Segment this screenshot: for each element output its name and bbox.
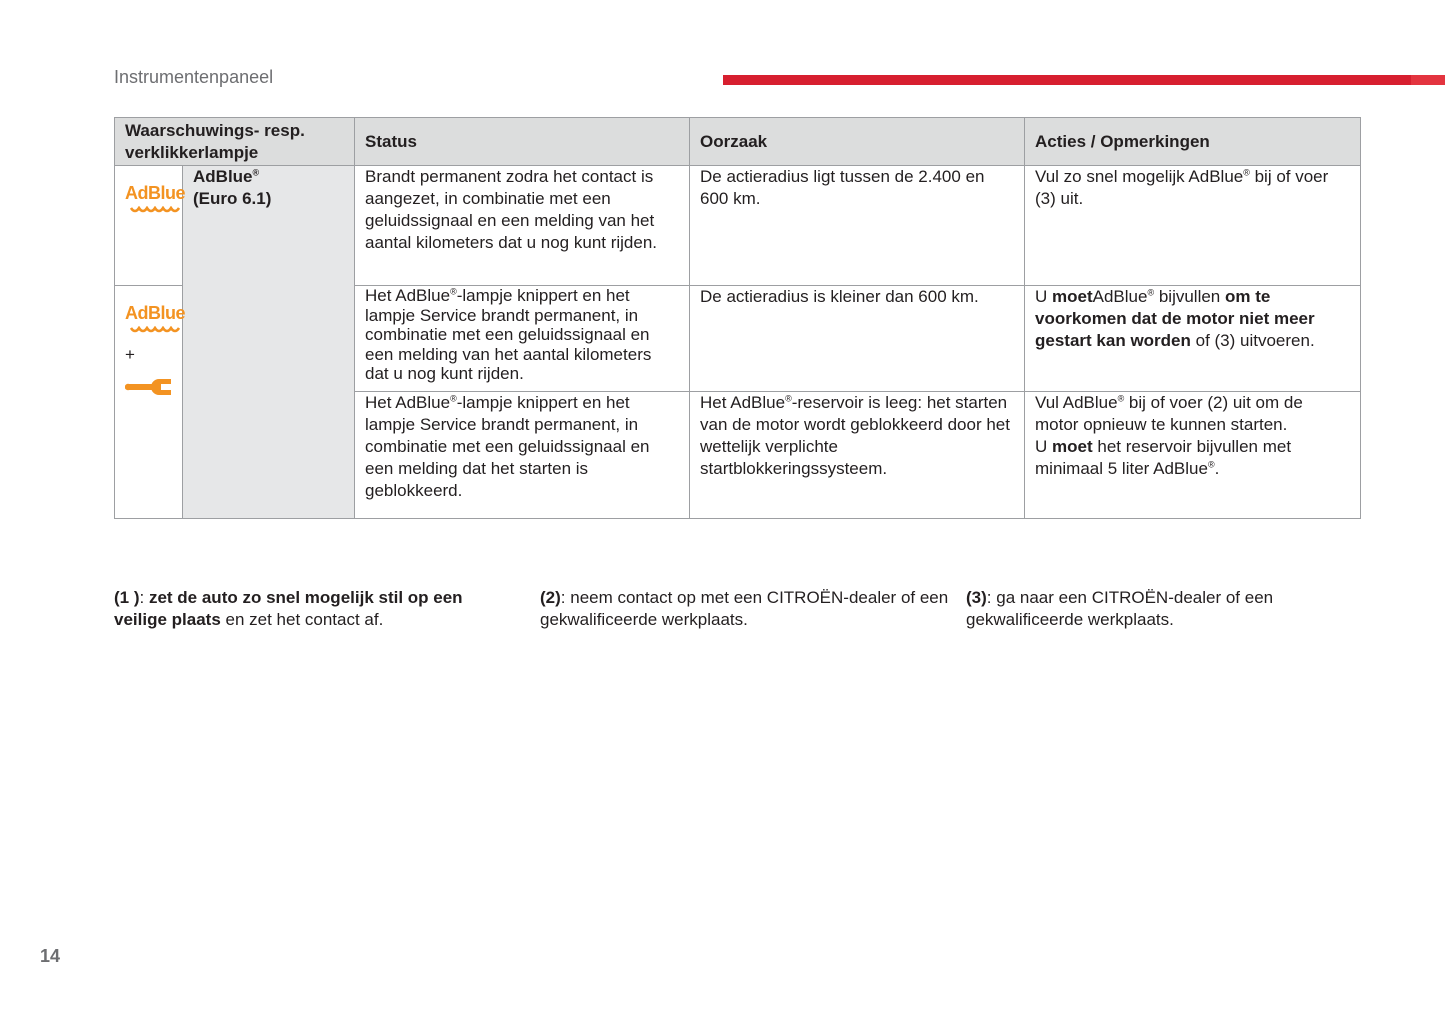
adblue-wave-icon: [130, 206, 180, 214]
table-row: [115, 166, 1361, 286]
warning-lamp-table: [114, 117, 1361, 519]
lamp-name-cell: AdBlue® (Euro 6.1): [183, 166, 355, 519]
adblue-warning-icon: AdBlue: [125, 182, 185, 214]
column-header-status: Status: [355, 118, 690, 166]
lamp-variant: (Euro 6.1): [193, 189, 272, 208]
page-section-title: Instrumentenpaneel: [114, 67, 274, 87]
footnote-2: (2): neem contact op met een CITROËN-dealer of een gekwalificeerde werkplaats.: [540, 588, 949, 629]
action-cell: Vul zo snel mogelijk AdBlue® bij of voer (3) uit.: [1025, 166, 1361, 286]
lamp-icon-cell: [115, 286, 183, 519]
action-cell: U moetAdBlue® bijvullen om te voorkomen dat de motor niet meer gestart kan worden of (3) uitvoeren.: [1025, 286, 1361, 392]
status-cell: Brandt permanent zodra het contact is aangezet, in combinatie met een geluidssignaal en een melding van het aantal kilometers dat u nog kunt rijden.: [355, 166, 690, 286]
lamp-name: AdBlue: [193, 167, 253, 186]
cause-cell: De actieradius ligt tussen de 2.400 en 600 km.: [690, 166, 1025, 286]
header-accent-bar: [723, 75, 1445, 85]
column-header-lamp: Waarschuwings- resp. verklikkerlampje: [115, 118, 355, 166]
table-header-row: [115, 118, 1361, 166]
cause-cell: Het AdBlue®-reservoir is leeg: het starten van de motor wordt geblokkeerd door het wettelijk verplichte startblokkeringssysteem.: [690, 392, 1025, 519]
adblue-warning-icon: AdBlue: [125, 302, 185, 334]
plus-sign: +: [125, 345, 135, 364]
status-cell: Het AdBlue®-lampje knippert en het lampje Service brandt permanent, in combinatie met een geluidssignaal en een melding van het aantal kilometers dat u nog kunt rijden.: [355, 286, 690, 392]
footnote-1: (1 ): zet de auto zo snel mogelijk stil op een veilige plaats en zet het contact af.: [114, 588, 463, 629]
service-wrench-icon: [125, 376, 173, 398]
column-header-cause: Oorzaak: [690, 118, 1025, 166]
page-number: 14: [40, 946, 61, 966]
cause-cell: De actieradius is kleiner dan 600 km.: [690, 286, 1025, 392]
column-header-actions: Acties / Opmerkingen: [1025, 118, 1361, 166]
footnote-3: (3): ga naar een CITROËN-dealer of een gekwalificeerde werkplaats.: [966, 588, 1274, 629]
action-cell: Vul AdBlue® bij of voer (2) uit om de motor opnieuw te kunnen starten. U moet het reservoir bijvullen met minimaal 5 liter AdBlue®.: [1025, 392, 1361, 519]
lamp-icon-cell: [115, 166, 183, 286]
adblue-wave-icon: [130, 326, 180, 334]
status-cell: Het AdBlue®-lampje knippert en het lampje Service brandt permanent, in combinatie met een geluidssignaal en een melding dat het starten is geblokkeerd.: [355, 392, 690, 519]
